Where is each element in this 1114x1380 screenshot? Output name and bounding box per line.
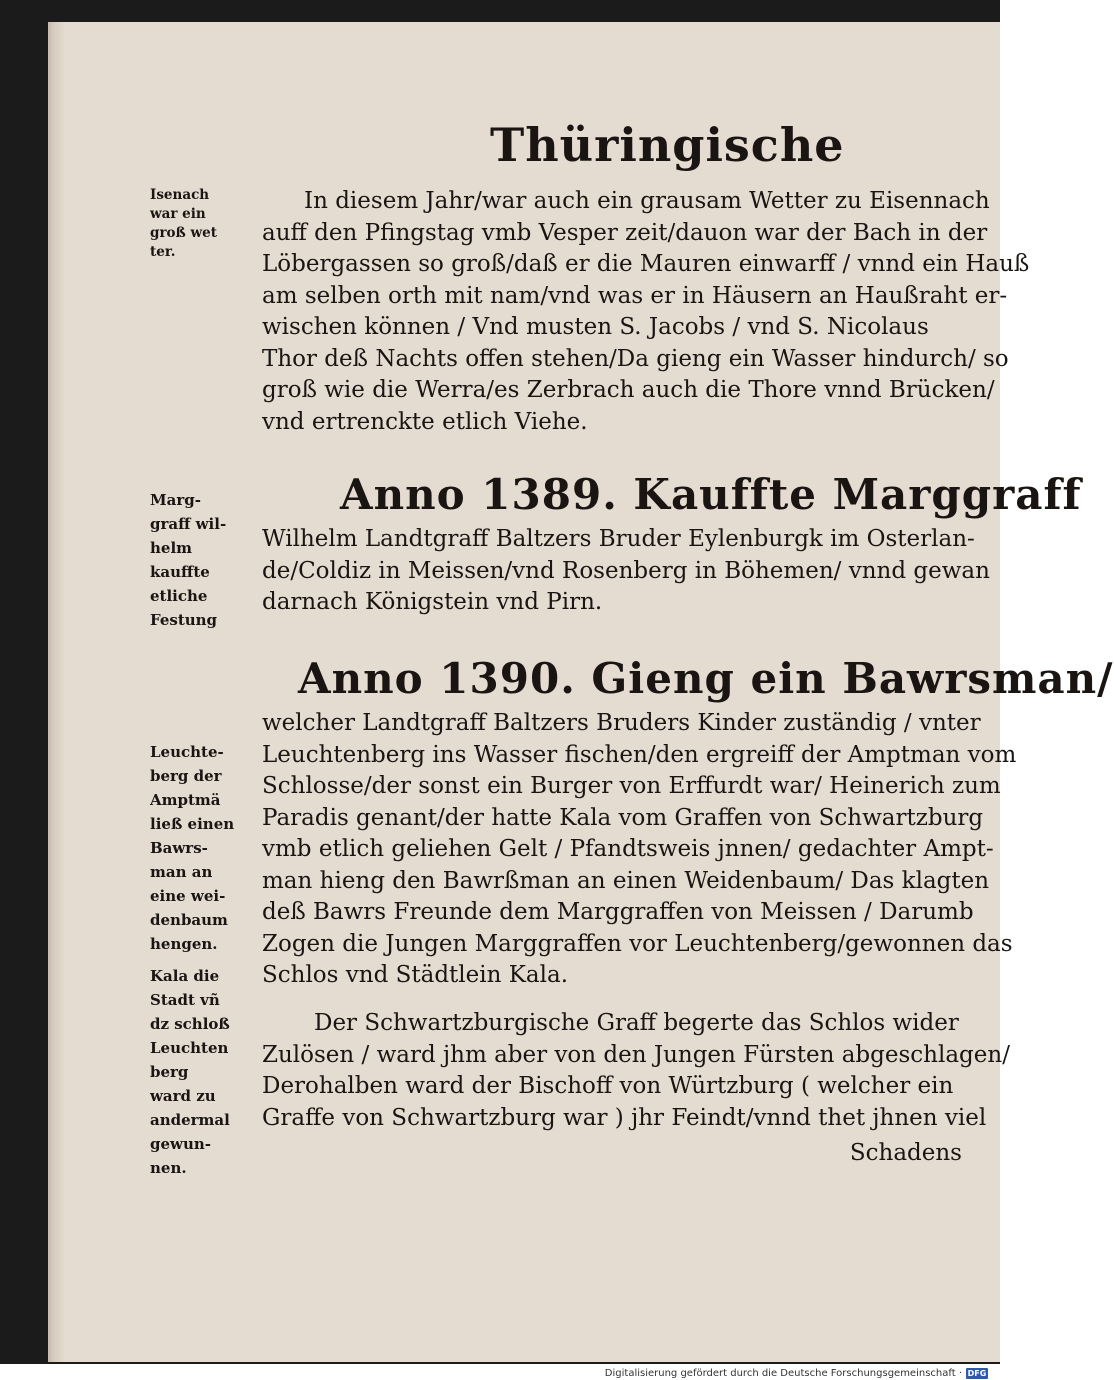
marginal-line: Kala die [150,967,220,985]
marginal-line: war ein [150,206,206,222]
paragraph-eisenach-storm [262,186,1030,438]
text-line: wischen können / Vnd musten S. Jacobs / vnd S. Nicolaus [262,314,929,340]
marginal-line: Marg- [150,491,201,509]
credit-text: Digitalisierung gefördert durch die Deutsche Forschungsgemeinschaft · [604,1367,962,1379]
catchword: Schadens [849,1140,962,1166]
marginal-line: Isenach [150,187,210,203]
marginal-line: gewun- [150,1135,211,1153]
page-gutter-shadow [51,22,65,1362]
marginal-line: dz schloß [150,1015,230,1033]
marginal-line: berg der [150,767,222,785]
marginal-line: Amptmä [150,791,221,809]
text-line: man hieng den Bawrßman an einen Weidenbaum/ Das klagten [262,867,990,894]
marginal-line: etliche [150,587,208,605]
marginal-line: berg [150,1063,189,1081]
text-line: Leuchtenberg ins Wasser fischen/den ergreiff der Amptman vom [262,741,1017,768]
text-line: Zogen die Jungen Marggraffen vor Leuchtenberg/gewonnen das [262,930,1013,957]
paragraph-schwartzburg [262,1008,1010,1134]
text-line: groß wie die Werra/es Zerbrach auch die Thore vnnd Brücken/ [262,377,995,403]
text-line: Schlosse/der sonst ein Burger von Erffurdt war/ Heinerich zum [262,773,1001,799]
running-head: Thüringische [490,118,845,172]
marginal-line: Festung [150,611,218,629]
marginal-line: Stadt vñ [150,991,220,1009]
text-line: am selben orth mit nam/vnd was er in Häusern an Haußraht er- [262,282,1008,309]
marginal-line: man an [150,863,213,881]
text-line: Wilhelm Landtgraff Baltzers Bruder Eylenburgk im Osterlan- [262,526,975,552]
marginal-line: Bawrs- [150,839,208,857]
text-line: Graffe von Schwartzburg war ) jhr Feindt/vnnd thet jhnen viel [262,1104,987,1131]
marginal-line: Leuchten [150,1039,229,1057]
paragraph-anno-1389 [262,466,1082,619]
text-line: Paradis genant/der hatte Kala vom Graffen von Schwartzburg [262,804,984,831]
dfg-logo[interactable]: DFG [967,1368,987,1378]
text-line: Der Schwartzburgische Graff begerte das Schlos wider [314,1010,959,1036]
marginal-line: andermal [150,1111,230,1129]
marginal-line: nen. [150,1159,187,1177]
text-line: Zulösen / ward jhm aber von den Jungen Fürsten abgeschlagen/ [262,1041,1010,1068]
marginal-note-marggraff [150,488,268,632]
text-line: auff den Pfingstag vmb Vesper zeit/dauon war der Bach in der [262,219,988,246]
marginal-note-isenach [150,186,268,262]
marginal-line: helm [150,539,193,557]
section-heading: Anno 1390. Gieng ein Bawrsman/ [298,654,1114,703]
marginal-line: groß wet [150,225,217,241]
text-line: vnd ertrenckte etlich Viehe. [262,408,588,435]
text-line: Derohalben ward der Bischoff von Würtzburg ( welcher ein [262,1073,954,1099]
text-line: vmb etlich geliehen Gelt / Pfandtsweis jnnen/ gedachter Ampt- [262,836,994,862]
marginal-line: kauffte [150,563,210,581]
text-line: deß Bawrs Freunde dem Marggraffen von Meissen / Darumb [262,899,974,925]
marginal-line: ließ einen [150,815,235,833]
marginal-line: graff wil- [150,515,227,533]
text-line: Schlos vnd Städtlein Kala. [262,962,569,988]
marginal-line: Leuchte- [150,743,224,761]
marginal-line: ward zu [150,1087,216,1105]
marginal-note-kala [150,964,268,1180]
marginal-line: ter. [150,244,176,260]
section-heading: Anno 1389. Kauffte Marggraff [340,470,1082,519]
text-line: de/Coldiz in Meissen/vnd Rosenberg in Böhemen/ vnnd gewan [262,557,990,584]
marginal-line: hengen. [150,935,218,953]
paragraph-anno-1390 [262,650,1114,992]
marginal-line: eine wei- [150,887,226,905]
text-line: Löbergassen so groß/daß er die Mauren einwarff / vnnd ein Hauß [262,251,1030,277]
digitization-credit [605,1366,988,1380]
marginal-line: denbaum [150,911,228,929]
text-line: In diesem Jahr/war auch ein grausam Wetter zu Eisennach [304,188,990,214]
text-line: Thor deß Nachts offen stehen/Da gieng ein Wasser hindurch/ so [262,345,1009,372]
text-line: welcher Landtgraff Baltzers Bruders Kinder zuständig / vnter [262,710,981,736]
text-line: darnach Königstein vnd Pirn. [262,589,603,615]
marginal-note-leuchtenberg [150,740,268,956]
